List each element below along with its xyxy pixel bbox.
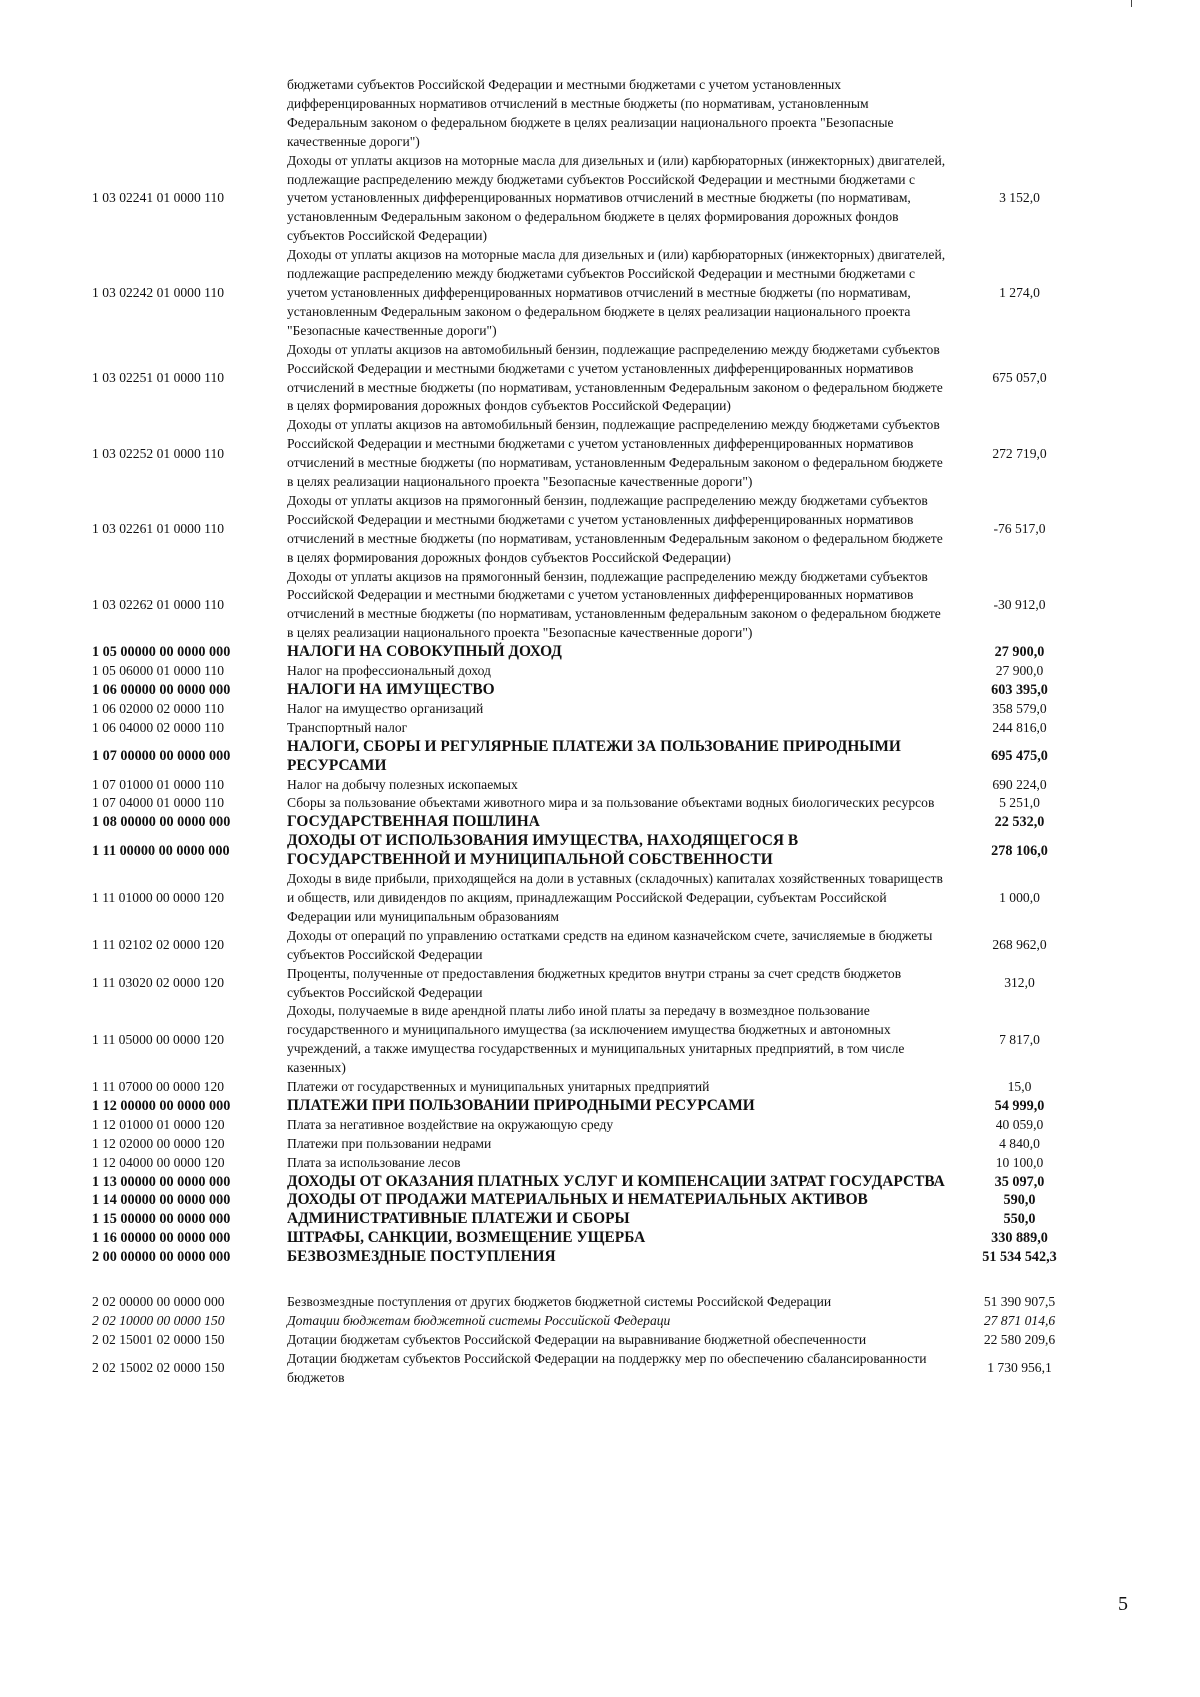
description-cell: ШТРАФЫ, САНКЦИИ, ВОЗМЕЩЕНИЕ УЩЕРБА xyxy=(287,1229,646,1247)
budget-code-cell: 1 03 02261 01 0000 110 xyxy=(92,521,225,537)
description-cell: Безвозмездные поступления от других бюджетов бюджетной системы Российской Федерации xyxy=(287,1294,832,1310)
description-cell: ДОХОДЫ ОТ ОКАЗАНИЯ ПЛАТНЫХ УСЛУГ И КОМПЕНСАЦИИ ЗАТРАТ ГОСУДАРСТВА xyxy=(287,1172,945,1190)
budget-code-cell: 1 05 00000 00 0000 000 xyxy=(92,644,231,661)
amount-cell: 603 395,0 xyxy=(991,682,1048,698)
description-cell: Доходы от уплаты акцизов на автомобильный бензин, подлежащие распределению между бюджетами субъектов Российской Федерации и местными бюджетами с учетом установленных дифференцированных нормативов отчислений в местные бюджеты (по нормативам, установленным Федеральным законом о федеральном бюджете в целях реализации национального проекта "Безопасные качественные дороги") xyxy=(287,417,943,490)
amount-cell: 22 532,0 xyxy=(994,814,1045,831)
budget-code-cell: 1 03 02252 01 0000 110 xyxy=(92,445,225,461)
amount-cell: 27 900,0 xyxy=(994,644,1045,661)
description-cell: Налог на имущество организаций xyxy=(287,700,484,716)
table-row xyxy=(92,1210,1092,1229)
amount-cell: 40 059,0 xyxy=(995,1116,1044,1132)
amount-cell: 51 390 907,5 xyxy=(983,1294,1056,1310)
table-row xyxy=(92,1002,1092,1078)
amount-cell: 22 580 209,6 xyxy=(983,1331,1056,1347)
budget-code-cell: 1 11 03020 02 0000 120 xyxy=(92,975,225,991)
description-cell: Доходы от уплаты акцизов на моторные масла для дизельных и (или) карбюраторных (инжекторных) двигателей, подлежащие распределению между бюджетами субъектов Российской Федерации и местными бюджетами с учетом установленных дифференцированных нормативов отчислений в местные бюджеты (по нормативам, установленным Федеральным законом о федеральном бюджете в целях формирования дорожных фондов субъектов Российской Федерации) xyxy=(287,152,946,244)
budget-code-cell: 1 14 00000 00 0000 000 xyxy=(92,1192,231,1209)
table-row xyxy=(92,76,1092,152)
table-row xyxy=(92,1173,1092,1192)
table-row xyxy=(92,813,1092,832)
description-cell: Доходы от уплаты акцизов на прямогонный бензин, подлежащие распределению между бюджетами субъектов Российской Федерации и местными бюджетами с учетом установленных дифференцированных нормативов отчислений в местные бюджеты (по нормативам, установленным Федеральным законом о федеральном бюджете в целях формирования дорожных фондов субъектов Российской Федерации) xyxy=(287,492,943,565)
budget-code-cell: 1 06 02000 02 0000 110 xyxy=(92,700,225,716)
amount-cell: 1 730 956,1 xyxy=(987,1360,1052,1376)
table-row xyxy=(92,416,1092,492)
description-cell: НАЛОГИ, СБОРЫ И РЕГУЛЯРНЫЕ ПЛАТЕЖИ ЗА ПОЛЬЗОВАНИЕ ПРИРОДНЫМИ РЕСУРСАМИ xyxy=(287,737,901,774)
description-cell: ДОХОДЫ ОТ ПРОДАЖИ МАТЕРИАЛЬНЫХ И НЕМАТЕРИАЛЬНЫХ АКТИВОВ xyxy=(287,1191,868,1209)
budget-code-cell: 2 02 10000 00 0000 150 xyxy=(92,1313,225,1328)
budget-code-cell: 1 11 02102 02 0000 120 xyxy=(92,937,225,953)
amount-cell: 268 962,0 xyxy=(992,937,1047,953)
amount-cell: 690 224,0 xyxy=(992,776,1047,792)
description-cell: НАЛОГИ НА ИМУЩЕСТВО xyxy=(287,681,495,698)
table-row xyxy=(92,1267,1092,1312)
budget-code-cell: 1 11 05000 00 0000 120 xyxy=(92,1031,225,1047)
budget-code-cell xyxy=(92,76,287,152)
budget-code-cell: 1 12 02000 00 0000 120 xyxy=(92,1135,225,1151)
table-row xyxy=(92,341,1092,417)
table-row xyxy=(92,832,1092,870)
description-cell: Доходы от уплаты акцизов на моторные масла для дизельных и (или) карбюраторных (инжекторных) двигателей, подлежащие распределению между бюджетами субъектов Российской Федерации и местными бюджетами с учетом установленных дифференцированных нормативов отчислений в местные бюджеты (по нормативам, установленным Федеральным законом о федеральном бюджете в целях реализации национального проекта "Безопасные качественные дороги") xyxy=(287,247,946,338)
description-cell: Дотации бюджетам субъектов Российской Федерации на поддержку мер по обеспечению сбалансированности бюджетов xyxy=(287,1350,927,1385)
budget-code-cell: 1 11 07000 00 0000 120 xyxy=(92,1079,225,1095)
table-row xyxy=(92,1191,1092,1210)
description-cell: АДМИНИСТРАТИВНЫЕ ПЛАТЕЖИ И СБОРЫ xyxy=(287,1210,630,1228)
budget-code-cell: 1 15 00000 00 0000 000 xyxy=(92,1211,231,1228)
description-cell: Доходы в виде прибыли, приходящейся на доли в уставных (складочных) капиталах хозяйственных товариществ и обществ, или дивидендов по акциям, принадлежащим Российской Федерации, субъектам Российской Федерации или муниципальным образованиям xyxy=(287,871,943,924)
amount-cell: 7 817,0 xyxy=(999,1031,1040,1047)
amount-cell: 675 057,0 xyxy=(992,370,1047,386)
table-row xyxy=(92,246,1092,341)
amount-cell: 358 579,0 xyxy=(992,700,1047,716)
description-cell: ПЛАТЕЖИ ПРИ ПОЛЬЗОВАНИИ ПРИРОДНЫМИ РЕСУРСАМИ xyxy=(287,1096,755,1114)
table-row xyxy=(92,1078,1092,1097)
description-cell: Плата за использование лесов xyxy=(287,1154,461,1170)
description-cell: ДОХОДЫ ОТ ИСПОЛЬЗОВАНИЯ ИМУЩЕСТВА, НАХОДЯЩЕГОСЯ В ГОСУДАРСТВЕННОЙ И МУНИЦИПАЛЬНОЙ СОБСТВЕННОСТИ xyxy=(287,832,799,869)
budget-code-cell: 1 07 01000 01 0000 110 xyxy=(92,776,225,792)
table-row xyxy=(92,927,1092,965)
description-cell: Платежи при пользовании недрами xyxy=(287,1135,492,1151)
table-row xyxy=(92,1154,1092,1173)
description-cell: ГОСУДАРСТВЕННАЯ ПОШЛИНА xyxy=(287,813,540,831)
description-cell: НАЛОГИ НА СОВОКУПНЫЙ ДОХОД xyxy=(287,643,562,661)
table-row xyxy=(92,152,1092,247)
budget-code-cell: 1 11 01000 00 0000 120 xyxy=(92,889,225,905)
budget-code-cell: 1 07 00000 00 0000 000 xyxy=(92,748,231,765)
budget-code-cell: 2 02 00000 00 0000 000 xyxy=(92,1294,225,1310)
budget-code-cell: 1 11 00000 00 0000 000 xyxy=(92,842,230,859)
amount-cell: 27 900,0 xyxy=(995,663,1044,679)
amount-cell xyxy=(947,76,1092,152)
table-row xyxy=(92,870,1092,927)
amount-cell: -30 912,0 xyxy=(993,596,1046,612)
amount-cell: 27 871 014,6 xyxy=(983,1313,1056,1328)
description-cell: Проценты, полученные от предоставления бюджетных кредитов внутри страны за счет средств бюджетов субъектов Российской Федерации xyxy=(287,965,902,1000)
amount-cell: 312,0 xyxy=(1004,975,1035,991)
amount-cell: 51 534 542,3 xyxy=(982,1249,1057,1266)
revenue-table-body xyxy=(92,76,1092,1388)
budget-code-cell: 1 08 00000 00 0000 000 xyxy=(92,814,231,831)
table-row xyxy=(92,1116,1092,1135)
table-row xyxy=(92,1312,1092,1331)
amount-cell: -76 517,0 xyxy=(993,521,1046,537)
revenue-table xyxy=(92,76,1092,1388)
amount-cell: 550,0 xyxy=(1003,1211,1036,1228)
description-cell: Дотации бюджетам бюджетной системы Российской Федераци xyxy=(287,1313,671,1328)
budget-code-cell: 1 06 04000 02 0000 110 xyxy=(92,719,225,735)
description-cell: бюджетами субъектов Российской Федерации и местными бюджетами с учетом установленных дифференцированных нормативов отчислений в местные бюджеты (по нормативам, установленным Федеральным законом о федеральном бюджете в целях реализации национального проекта "Безопасные качественные дороги") xyxy=(287,77,894,149)
table-row xyxy=(92,643,1092,662)
budget-code-cell: 1 16 00000 00 0000 000 xyxy=(92,1230,231,1247)
table-row xyxy=(92,1229,1092,1248)
table-row xyxy=(92,719,1092,738)
table-row xyxy=(92,1248,1092,1267)
table-row xyxy=(92,700,1092,719)
description-cell: Платежи от государственных и муниципальных унитарных предприятий xyxy=(287,1079,710,1095)
amount-cell: 54 999,0 xyxy=(994,1097,1045,1114)
budget-code-cell: 1 12 00000 00 0000 000 xyxy=(92,1097,231,1114)
description-cell: Налог на профессиональный доход xyxy=(287,663,491,679)
budget-code-cell: 1 12 01000 01 0000 120 xyxy=(92,1116,225,1132)
amount-cell: 4 840,0 xyxy=(999,1135,1040,1151)
table-row xyxy=(92,965,1092,1003)
description-cell: Транспортный налог xyxy=(287,719,408,735)
description-cell: Доходы от операций по управлению остатками средств на едином казначейском счете, зачисляемые в бюджеты субъектов Российской Федерации xyxy=(287,927,933,962)
budget-code-cell: 1 03 02241 01 0000 110 xyxy=(92,190,225,206)
budget-code-cell: 1 03 02262 01 0000 110 xyxy=(92,596,225,612)
description-cell: Доходы, получаемые в виде арендной платы либо иной платы за передачу в возмездное пользование государственного и муниципального имущества (за исключением имущества бюджетных и автономных учреждений, а также имущества государственных и муниципальных унитарных предприятий, в том числе казенных) xyxy=(287,1003,905,1076)
budget-code-cell: 1 03 02251 01 0000 110 xyxy=(92,370,225,386)
table-row xyxy=(92,1350,1092,1388)
budget-code-cell: 1 13 00000 00 0000 000 xyxy=(92,1173,231,1190)
description-cell: Доходы от уплаты акцизов на прямогонный бензин, подлежащие распределению между бюджетами субъектов Российской Федерации и местными бюджетами с учетом установленных дифференцированных нормативов отчислений в местные бюджеты (по нормативам, установленным федеральным законом о федеральном бюджете в целях реализации национального проекта "Безопасные качественные дороги") xyxy=(287,568,941,641)
amount-cell: 695 475,0 xyxy=(991,748,1048,765)
budget-code-cell: 2 02 15002 02 0000 150 xyxy=(92,1360,225,1376)
budget-code-cell: 1 06 00000 00 0000 000 xyxy=(92,682,231,698)
description-cell: Дотации бюджетам субъектов Российской Федерации на выравнивание бюджетной обеспеченности xyxy=(287,1331,867,1347)
budget-code-cell: 2 02 15001 02 0000 150 xyxy=(92,1331,225,1347)
description-cell: Плата за негативное воздействие на окружающую среду xyxy=(287,1116,614,1132)
table-row xyxy=(92,1097,1092,1116)
amount-cell: 244 816,0 xyxy=(992,719,1047,735)
description-cell: Доходы от уплаты акцизов на автомобильный бензин, подлежащие распределению между бюджетами субъектов Российской Федерации и местными бюджетами с учетом установленных дифференцированных нормативов отчислений в местные бюджеты (по нормативам, установленным Федеральным законом о федеральном бюджете в целях формирования дорожных фондов субъектов Российской Федерации) xyxy=(287,341,943,414)
table-row xyxy=(92,492,1092,568)
amount-cell: 3 152,0 xyxy=(999,190,1040,206)
amount-cell: 10 100,0 xyxy=(995,1154,1044,1170)
amount-cell: 5 251,0 xyxy=(999,795,1040,811)
table-row xyxy=(92,681,1092,700)
budget-code-cell: 1 03 02242 01 0000 110 xyxy=(92,284,225,300)
amount-cell: 590,0 xyxy=(1003,1192,1036,1209)
amount-cell: 1 000,0 xyxy=(999,889,1040,905)
budget-code-cell: 1 07 04000 01 0000 110 xyxy=(92,795,225,811)
scan-mark xyxy=(1131,0,1132,7)
description-cell: БЕЗВОЗМЕЗДНЫЕ ПОСТУПЛЕНИЯ xyxy=(287,1248,556,1266)
table-row xyxy=(92,662,1092,681)
table-row xyxy=(92,738,1092,776)
amount-cell: 1 274,0 xyxy=(999,284,1040,300)
amount-cell: 278 106,0 xyxy=(991,842,1048,859)
description-cell: Налог на добычу полезных ископаемых xyxy=(287,776,518,792)
amount-cell: 35 097,0 xyxy=(994,1173,1045,1190)
table-row xyxy=(92,568,1092,644)
amount-cell: 330 889,0 xyxy=(991,1230,1048,1247)
budget-code-cell: 1 12 04000 00 0000 120 xyxy=(92,1154,225,1170)
table-row xyxy=(92,776,1092,795)
amount-cell: 272 719,0 xyxy=(992,445,1047,461)
budget-code-cell: 2 00 00000 00 0000 000 xyxy=(92,1249,231,1266)
table-row xyxy=(92,1331,1092,1350)
page-number: 5 xyxy=(1118,1593,1128,1615)
amount-cell: 15,0 xyxy=(1007,1079,1032,1095)
description-cell: Сборы за пользование объектами животного мира и за пользование объектами водных биологических ресурсов xyxy=(287,795,935,811)
budget-code-cell: 1 05 06000 01 0000 110 xyxy=(92,663,225,679)
table-row xyxy=(92,1135,1092,1154)
table-row xyxy=(92,794,1092,813)
